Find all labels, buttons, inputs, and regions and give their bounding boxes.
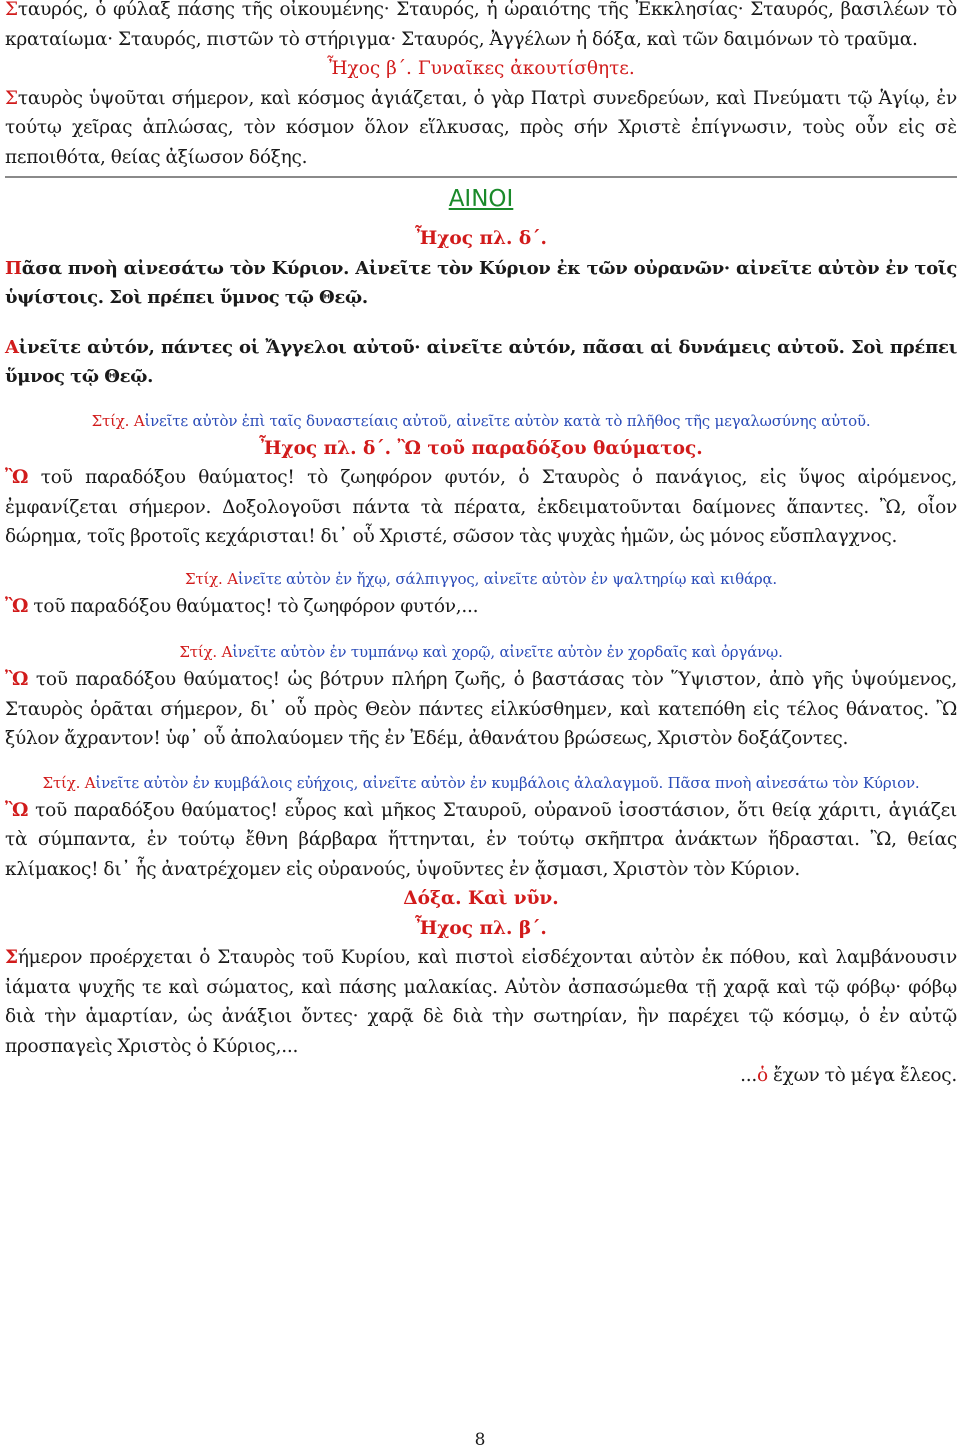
stichos-verse: [5, 770, 957, 796]
initial-letter: Σ: [5, 87, 18, 109]
stichos-text: ἰνεῖτε αὐτὸν ἐπὶ ταῖς δυναστείαις αὐτοῦ, αἰνεῖτε αὐτὸν κατὰ τὸ πλῆθος τῆς μεγαλωσύνης αὐτοῦ.: [144, 411, 871, 430]
initial-letter: Α: [227, 569, 238, 588]
stichos-text: ἰνεῖτε αὐτὸν ἐν τυμπάνῳ καὶ χορῷ, αἰνεῖτε αὐτὸν ἐν χορδαῖς καὶ ὀργάνῳ.: [232, 643, 783, 661]
section-divider: [5, 176, 957, 178]
stichos-verse: [5, 639, 957, 665]
tone-heading: Ἦχος β΄. Γυναῖκες ἀκουτίσθητε.: [327, 58, 635, 79]
paragraph-text: ἰνεῖτε αὐτόν, πάντες οἱ Ἄγγελοι αὐτοῦ· αἰνεῖτε αὐτόν, πᾶσαι αἱ δυνάμεις αὐτοῦ. Σοὶ πρέπει ὕμνος τῷ Θεῷ.: [5, 336, 957, 387]
sticheron: [5, 796, 957, 885]
section-title-ainoi: ΑΙΝΟΙ: [448, 186, 514, 212]
paragraph-text: ταυρὸς ὑψοῦται σήμερον, καὶ κόσμος ἁγιάζεται, ὁ γὰρ Πατρὶ συνεδρεύων, καὶ Πνεύματι τῷ Ἁγίῳ, ἐν τούτῳ χεῖρας ἁπλώσας, τὸν κόσμον ὅλον εἵλκυσας, πρὸς σήν Χριστὲ ἐπίγνωσιν, τοὺς οὖν εἰς σὲ πεποιθότα, θείας ἀξίωσον δόξης.: [5, 87, 957, 168]
psalm-verse: [5, 254, 957, 313]
tone-heading: Ἦχος πλ. δ΄.: [415, 228, 547, 249]
paragraph-text: τοῦ παραδόξου θαύματος! τὸ ζωηφόρον φυτόν,...: [28, 595, 479, 617]
psalm-verse: [5, 333, 957, 392]
ending-line: [5, 1061, 957, 1091]
initial-letter: Σ: [5, 0, 18, 20]
troparion-stavros-ypsoutai: [5, 84, 957, 173]
paragraph-text: τοῦ παραδόξου θαύματος! τὸ ζωηφόρον φυτόν, ὁ Σταυρὸς ὁ πανάγιος, εἰς ὕψος αἰρόμενος, ἐμφανίζεται σήμερον. Δοξολογοῦσι πάντα τὰ πέρατα, ἐκδειματοῦνται δαίμονες ἅπαντες. Ὢ, οἷον δώρημα, τοῖς βροτοῖς κεχάρισται! δι᾿ οὗ Χριστέ, σῶσον τὰς ψυχὰς ἡμῶν, ὡς μόνος εὔσπλαγχνος.: [5, 467, 957, 547]
stichos-label: Στίχ.: [91, 411, 130, 430]
initial-letter: Α: [221, 643, 233, 661]
stichos-verse: [5, 408, 957, 434]
initial-letter: Α: [84, 773, 96, 792]
initial-letter: Ὢ: [5, 595, 29, 617]
paragraph-text: τοῦ παραδόξου θαύματος! εὖρος καὶ μῆκος Σταυροῦ, οὐρανοῦ ἰσοστάσιον, ὅτι θείᾳ χάριτι, ἁγιάζει τὰ σύμπαντα, ἐν τούτῳ ἔθνη βάρβαρα ἥττηνται, ἐν τούτῳ σκῆπτρα ἀνάκτων ἥδρασται. Ὢ, θείας κλίμακος! δι᾿ ἧς ἀνατρέχομεν εἰς οὐρανούς, ὑψοῦντες ἐν ᾄσμασι, Χριστὸν τὸν Κύριον.: [5, 799, 957, 880]
stichos-label: Στίχ.: [184, 569, 223, 588]
initial-letter: Α: [133, 411, 145, 430]
sticheron-stavros: [5, 0, 957, 54]
initial-letter: ὁ: [756, 1065, 768, 1086]
initial-letter: Ὢ: [5, 669, 29, 690]
tone-heading: Ἦχος πλ. δ΄. Ὢ τοῦ παραδόξου θαύματος.: [259, 437, 703, 459]
ellipsis: ...: [740, 1065, 757, 1086]
initial-letter: Ὢ: [5, 467, 29, 488]
stichos-verse: [5, 566, 957, 592]
sticheron: [5, 665, 957, 754]
paragraph-text: ήμερον προέρχεται ὁ Σταυρὸς τοῦ Κυρίου, καὶ πιστοὶ εἰσδέχονται αὐτὸν ἐκ πόθου, καὶ λαμβάνουσιν ἰάματα ψυχῆς τε καὶ σώματος, καὶ πάσης μαλακίας. Αὐτὸν ἀσπασώμεθα τῇ χαρᾷ καὶ τῷ φόβῳ· φόβῳ διὰ τὴν ἁμαρτίαν, ὡς ἀνάξιοι ὄντες· χαρᾷ δὲ διὰ τὴν σωτηρίαν, ἣν παρέχει τῷ κόσμῳ, ὁ ἐν αὐτῷ προσπαγεὶς Χριστὸς ὁ Κύριος,...: [5, 947, 957, 1057]
sticheron-repeat: [5, 592, 957, 622]
doxastikon: [5, 943, 957, 1061]
stichos-text: ἰνεῖτε αὐτὸν ἐν ἤχῳ, σάλπιγγος, αἰνεῖτε αὐτὸν ἐν ψαλτηρίῳ καὶ κιθάρᾳ.: [237, 569, 777, 588]
stichos-text: ἰνεῖτε αὐτὸν ἐν κυμβάλοις εὐήχοις, αἰνεῖτε αὐτὸν ἐν κυμβάλοις ἀλαλαγμοῦ. Πᾶσα πνοὴ αἰνεσάτω τὸν Κύριον.: [95, 773, 920, 792]
initial-letter: Π: [5, 257, 22, 279]
paragraph-text: ταυρός, ὁ φύλαξ πάσης τῆς οἰκουμένης· Σταυρός, ἡ ὡραιότης τῆς Ἐκκλησίας· Σταυρός, βασιλέων τὸ κραταίωμα· Σταυρός, πιστῶν τὸ στήριγμα· Σταυρός, Ἀγγέλων ἡ δόξα, καὶ τῶν δαιμόνων τὸ τραῦμα.: [5, 0, 957, 50]
doxa-heading: Δόξα. Καὶ νῦν.: [403, 888, 559, 909]
initial-letter: Ὢ: [5, 799, 29, 821]
initial-letter: Α: [5, 336, 19, 358]
tone-heading: Ἦχος πλ. β΄.: [415, 917, 547, 939]
stichos-label: Στίχ.: [42, 773, 81, 792]
paragraph-text: τοῦ παραδόξου θαύματος! ὡς βότρυν πλήρη ζωῆς, ὁ βαστάσας τὸν Ὕψιστον, ἀπὸ γῆς ὑψούμενος, Σταυρὸς ὁρᾶται σήμερον, δι᾿ οὗ πρὸς Θεὸν πάντες εἱλκύσθημεν, καὶ κατεπόθη εἰς τέλος θάνατος. Ὢ ξύλον ἄχραντον! ὑφ᾿ οὗ ἀπολαύομεν τῆς ἐν Ἐδέμ, ἀθανάτου βρώσεως, Χριστὸν δοξάζοντες.: [5, 669, 957, 749]
initial-letter: Σ: [5, 947, 18, 968]
document-page: [5, 0, 957, 1091]
paragraph-text: ᾶσα πνοὴ αἰνεσάτω τὸν Κύριον. Αἰνεῖτε τὸν Κύριον ἐκ τῶν οὐρανῶν· αἰνεῖτε αὐτὸν ἐν τοῖς ὑψίστοις. Σοὶ πρέπει ὕμνος τῷ Θεῷ.: [5, 257, 957, 308]
sticheron: [5, 463, 957, 552]
stichos-label: Στίχ.: [179, 643, 218, 661]
ending-text: ἔχων τὸ μέγα ἔλεος.: [767, 1065, 957, 1086]
page-number: 8: [474, 1430, 486, 1450]
